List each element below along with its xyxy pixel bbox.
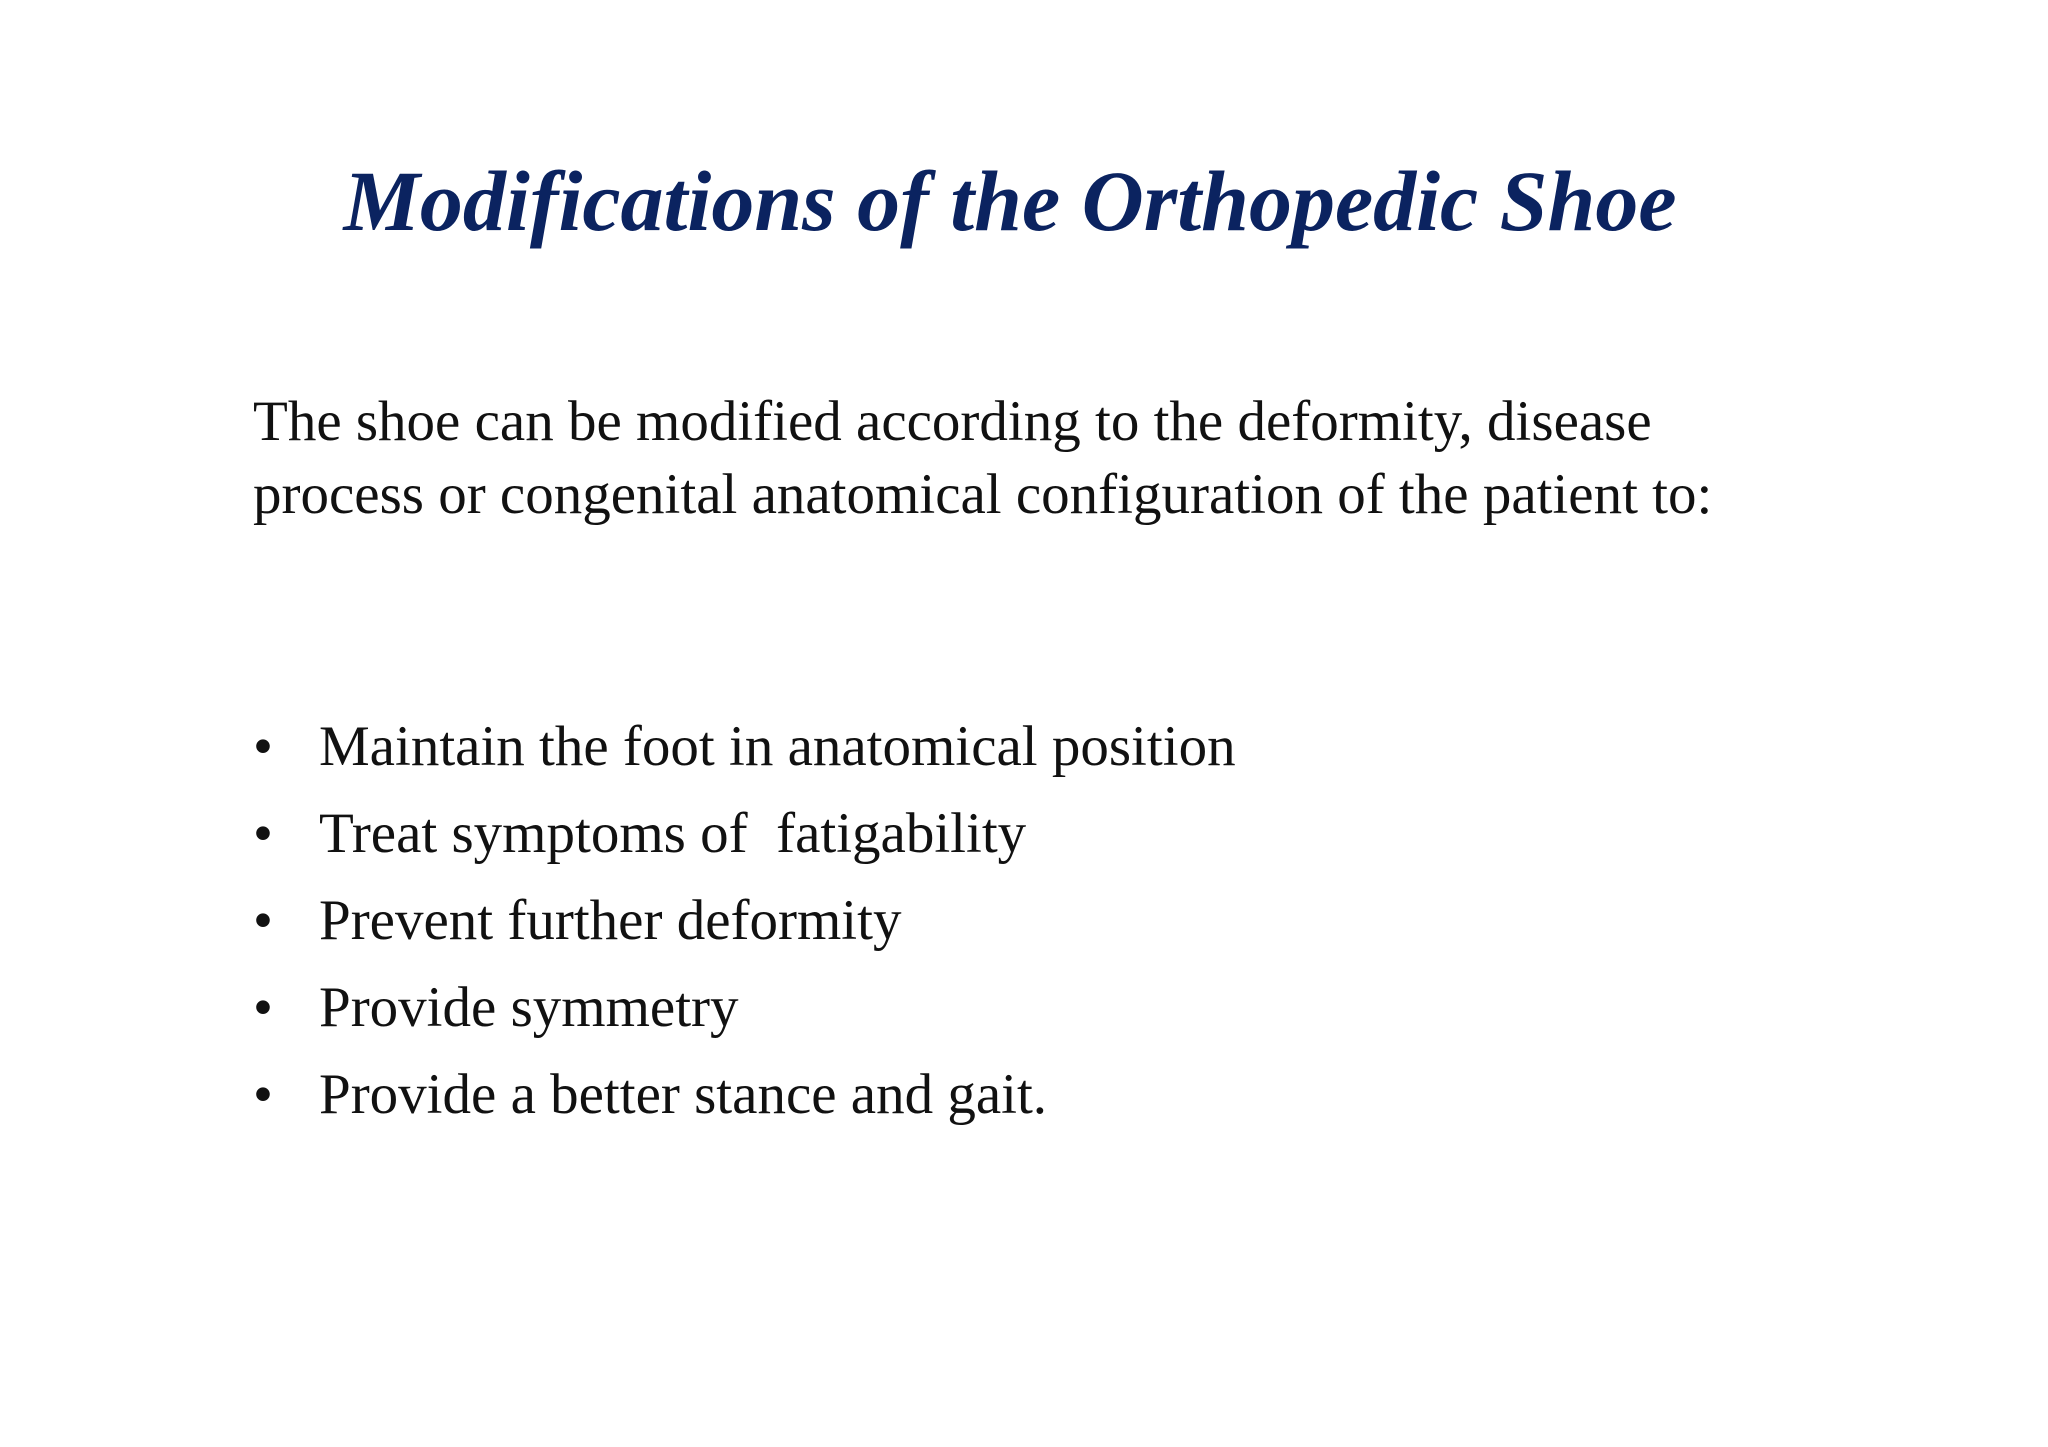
slide-title: Modifications of the Orthopedic Shoe <box>343 153 1677 249</box>
bullet-text: Treat symptoms of fatigability <box>319 802 1027 865</box>
bullet-icon: • <box>253 976 273 1039</box>
bullet-icon: • <box>253 889 273 952</box>
bullet-text: Prevent further deformity <box>319 889 902 952</box>
bullet-text: Provide a better stance and gait. <box>319 1063 1048 1126</box>
bullet-icon: • <box>253 1063 273 1126</box>
list-item <box>253 964 1813 1051</box>
list-item <box>253 790 1813 877</box>
bullet-list <box>253 703 1813 1138</box>
bullet-text: Provide symmetry <box>319 976 739 1039</box>
bullet-icon: • <box>253 802 273 865</box>
bullet-text: Maintain the foot in anatomical position <box>319 715 1236 778</box>
intro-paragraph: The shoe can be modified according to the deformity, disease process or congenital anatomical configuration of the patient to: <box>253 390 1713 526</box>
list-item <box>253 877 1813 964</box>
list-item <box>253 1051 1813 1138</box>
list-item <box>253 703 1813 790</box>
bullet-icon: • <box>253 715 273 778</box>
